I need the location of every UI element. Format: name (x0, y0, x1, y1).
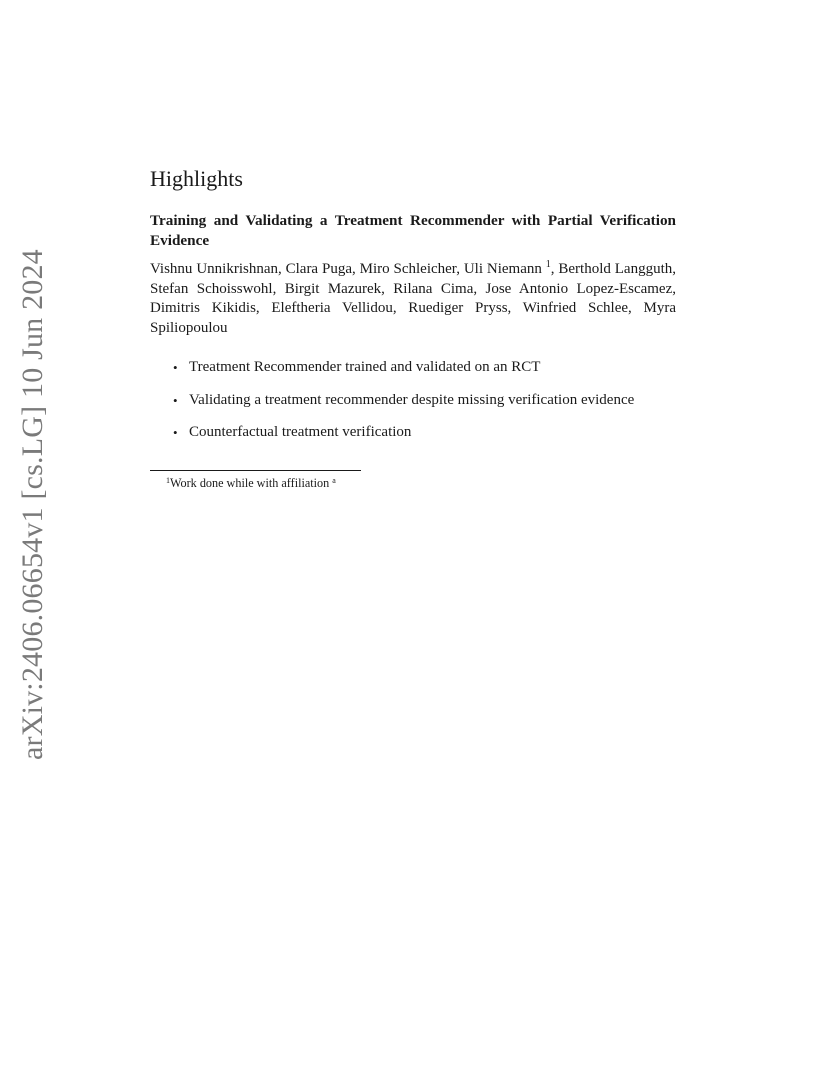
footnote-reference: 1 (545, 259, 551, 270)
footnote-number: 1 (166, 475, 170, 485)
author-list (150, 260, 676, 338)
highlight-text: Treatment Recommender trained and validated on an RCT (189, 359, 541, 375)
footnote-text: Work done while with affiliation (170, 475, 333, 490)
arxiv-identifier: arXiv:2406.06654v1 [cs.LG] 10 Jun 2024 (16, 249, 49, 760)
highlight-item (173, 391, 676, 411)
bullet-icon: • (173, 425, 178, 440)
paper-title: Training and Validating a Treatment Recommender with Partial Verification Evidence (150, 212, 676, 249)
affiliation-mark: a (332, 475, 336, 485)
highlight-text: Counterfactual treatment verification (189, 424, 412, 440)
footnote (150, 475, 676, 491)
bullet-icon: • (173, 392, 178, 408)
highlight-text: Validating a treatment recommender despite missing verification evidence (189, 391, 635, 408)
highlight-item (173, 358, 676, 378)
author-names-part-2: , Berthold Langguth, Stefan Schoisswohl, Birgit Mazurek, Rilana Cima, Jose Antonio Lopez-Escamez, Dimitris Kikidis, Eleftheria Vellidou, Ruediger Pryss, Winfried Schlee, Myra Spiliopoulou (150, 261, 677, 336)
footnote-divider (150, 470, 361, 471)
section-title: Highlights (150, 166, 243, 191)
highlights-page (150, 164, 676, 491)
author-names-part-1: Vishnu Unnikrishnan, Clara Puga, Miro Schleicher, Uli Niemann (150, 261, 542, 277)
bullet-icon: • (173, 360, 178, 375)
highlight-item (173, 423, 676, 443)
highlights-list (150, 358, 676, 443)
